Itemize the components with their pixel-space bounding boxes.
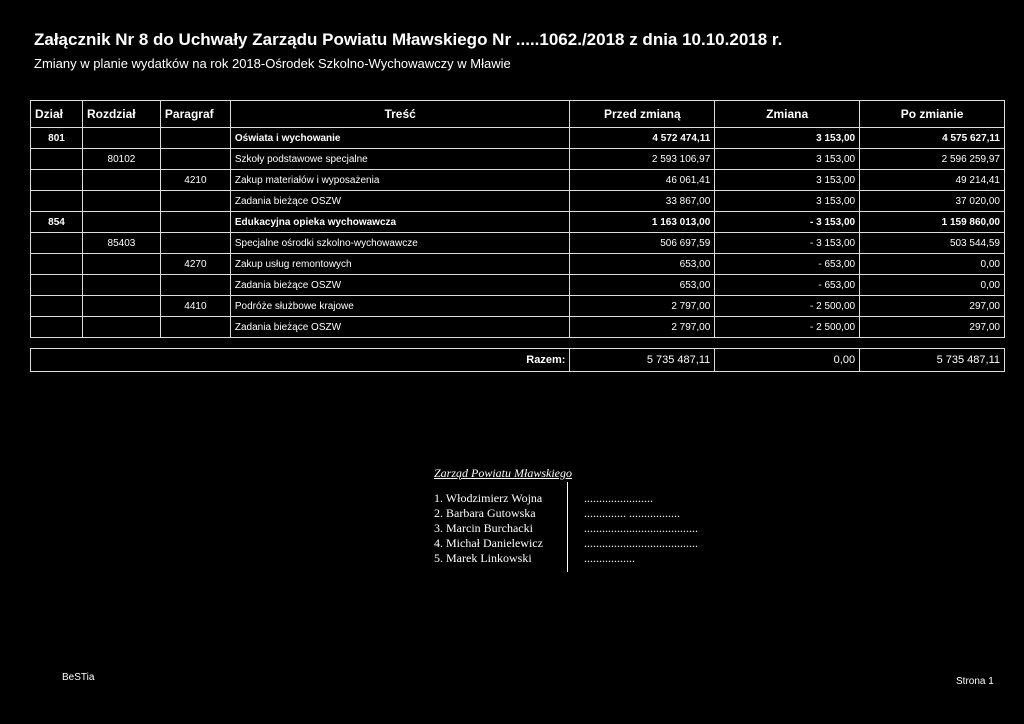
expenditure-table-wrap	[30, 100, 1005, 372]
table-row	[31, 212, 1005, 233]
cell-zmiana: 3 153,00	[715, 191, 860, 212]
cell-paragraf	[160, 233, 230, 254]
cell-po: 49 214,41	[860, 170, 1005, 191]
cell-po: 0,00	[860, 254, 1005, 275]
cell-przed: 653,00	[570, 275, 715, 296]
cell-tresc: Edukacyjna opieka wychowawcza	[230, 212, 570, 233]
cell-tresc: Zadania bieżące OSZW	[230, 191, 570, 212]
signature-dots: .................	[584, 551, 635, 565]
table-row	[31, 254, 1005, 275]
cell-przed: 653,00	[570, 254, 715, 275]
signature-dots: ......................................	[584, 521, 698, 535]
cell-paragraf: 4410	[160, 296, 230, 317]
board-member	[434, 536, 704, 551]
board-signatures	[434, 466, 704, 566]
cell-dzial	[31, 275, 83, 296]
footer-software: BeSTia	[62, 672, 95, 683]
cell-rozdzial	[82, 317, 160, 338]
table-row	[31, 317, 1005, 338]
cell-przed: 2 797,00	[570, 296, 715, 317]
cell-paragraf	[160, 149, 230, 170]
cell-rozdzial	[82, 212, 160, 233]
expenditure-table	[30, 100, 1005, 372]
cell-paragraf	[160, 317, 230, 338]
spacer-row	[31, 338, 1005, 349]
cell-po: 2 596 259,97	[860, 149, 1005, 170]
cell-paragraf	[160, 275, 230, 296]
cell-przed: 33 867,00	[570, 191, 715, 212]
cell-paragraf	[160, 128, 230, 149]
cell-zmiana: 3 153,00	[715, 128, 860, 149]
table-row	[31, 170, 1005, 191]
signature-dots: .............. .................	[584, 506, 680, 520]
cell-paragraf: 4210	[160, 170, 230, 191]
footer-page-number: Strona 1	[956, 676, 994, 687]
board-member-name: 4. Michał Danielewicz	[434, 536, 543, 550]
cell-tresc: Zakup materiałów i wyposażenia	[230, 170, 570, 191]
cell-dzial: 801	[31, 128, 83, 149]
cell-dzial	[31, 317, 83, 338]
cell-zmiana: 3 153,00	[715, 170, 860, 191]
cell-tresc: Zadania bieżące OSZW	[230, 275, 570, 296]
total-zmiana: 0,00	[715, 349, 860, 372]
cell-przed: 1 163 013,00	[570, 212, 715, 233]
table-body	[31, 128, 1005, 338]
cell-przed: 506 697,59	[570, 233, 715, 254]
col-zmiana: Zmiana	[715, 101, 860, 128]
cell-zmiana: - 653,00	[715, 254, 860, 275]
cell-tresc: Oświata i wychowanie	[230, 128, 570, 149]
cell-rozdzial	[82, 296, 160, 317]
cell-zmiana: - 2 500,00	[715, 296, 860, 317]
cell-dzial	[31, 170, 83, 191]
cell-zmiana: - 3 153,00	[715, 212, 860, 233]
table-row	[31, 233, 1005, 254]
total-przed: 5 735 487,11	[570, 349, 715, 372]
board-member-name: 1. Włodzimierz Wojna	[434, 491, 543, 505]
signature-dots: .......................	[584, 491, 653, 505]
cell-dzial	[31, 149, 83, 170]
total-row	[31, 349, 1005, 372]
col-po: Po zmianie	[860, 101, 1005, 128]
cell-rozdzial	[82, 254, 160, 275]
col-tresc: Treść	[230, 101, 570, 128]
cell-tresc: Szkoły podstawowe specjalne	[230, 149, 570, 170]
cell-rozdzial	[82, 170, 160, 191]
cell-po: 0,00	[860, 275, 1005, 296]
table-row	[31, 191, 1005, 212]
cell-przed: 4 572 474,11	[570, 128, 715, 149]
col-paragraf: Paragraf	[160, 101, 230, 128]
cell-rozdzial	[82, 191, 160, 212]
cell-przed: 2 593 106,97	[570, 149, 715, 170]
cell-po: 503 544,59	[860, 233, 1005, 254]
cell-tresc: Specjalne ośrodki szkolno-wychowawcze	[230, 233, 570, 254]
cell-rozdzial	[82, 128, 160, 149]
cell-dzial	[31, 233, 83, 254]
cell-paragraf	[160, 212, 230, 233]
board-member	[434, 506, 704, 521]
cell-zmiana: - 653,00	[715, 275, 860, 296]
board-heading: Zarząd Powiatu Mławskiego	[434, 466, 573, 480]
board-member-name: 5. Marek Linkowski	[434, 551, 532, 565]
cell-dzial	[31, 296, 83, 317]
cell-po: 4 575 627,11	[860, 128, 1005, 149]
cell-rozdzial: 80102	[82, 149, 160, 170]
cell-rozdzial: 85403	[82, 233, 160, 254]
signature-line	[567, 482, 568, 572]
board-member-name: 3. Marcin Burchacki	[434, 521, 533, 535]
document-title: Załącznik Nr 8 do Uchwały Zarządu Powiatu Mławskiego Nr .....1062./2018 z dnia 10.10.2018 r.	[34, 30, 783, 49]
cell-paragraf: 4270	[160, 254, 230, 275]
cell-po: 297,00	[860, 317, 1005, 338]
cell-po: 37 020,00	[860, 191, 1005, 212]
board-member	[434, 551, 704, 566]
cell-rozdzial	[82, 275, 160, 296]
total-label: Razem:	[31, 349, 570, 372]
cell-dzial: 854	[31, 212, 83, 233]
table-header-row	[31, 101, 1005, 128]
cell-przed: 46 061,41	[570, 170, 715, 191]
cell-po: 297,00	[860, 296, 1005, 317]
table-row	[31, 275, 1005, 296]
col-rozdzial: Rozdział	[82, 101, 160, 128]
cell-tresc: Zadania bieżące OSZW	[230, 317, 570, 338]
board-member	[434, 521, 704, 536]
cell-przed: 2 797,00	[570, 317, 715, 338]
col-dzial: Dział	[31, 101, 83, 128]
cell-zmiana: - 2 500,00	[715, 317, 860, 338]
cell-tresc: Podróże służbowe krajowe	[230, 296, 570, 317]
table-row	[31, 128, 1005, 149]
cell-dzial	[31, 254, 83, 275]
board-member	[434, 491, 704, 506]
board-member-list	[434, 491, 704, 566]
cell-dzial	[31, 191, 83, 212]
signature-dots: ......................................	[584, 536, 698, 550]
cell-zmiana: 3 153,00	[715, 149, 860, 170]
cell-po: 1 159 860,00	[860, 212, 1005, 233]
cell-tresc: Zakup usług remontowych	[230, 254, 570, 275]
table-row	[31, 149, 1005, 170]
total-po: 5 735 487,11	[860, 349, 1005, 372]
col-przed: Przed zmianą	[570, 101, 715, 128]
cell-zmiana: - 3 153,00	[715, 233, 860, 254]
table-row	[31, 296, 1005, 317]
document-subtitle: Zmiany w planie wydatków na rok 2018-Ośrodek Szkolno-Wychowawczy w Mławie	[34, 56, 511, 71]
cell-paragraf	[160, 191, 230, 212]
board-member-name: 2. Barbara Gutowska	[434, 506, 536, 520]
